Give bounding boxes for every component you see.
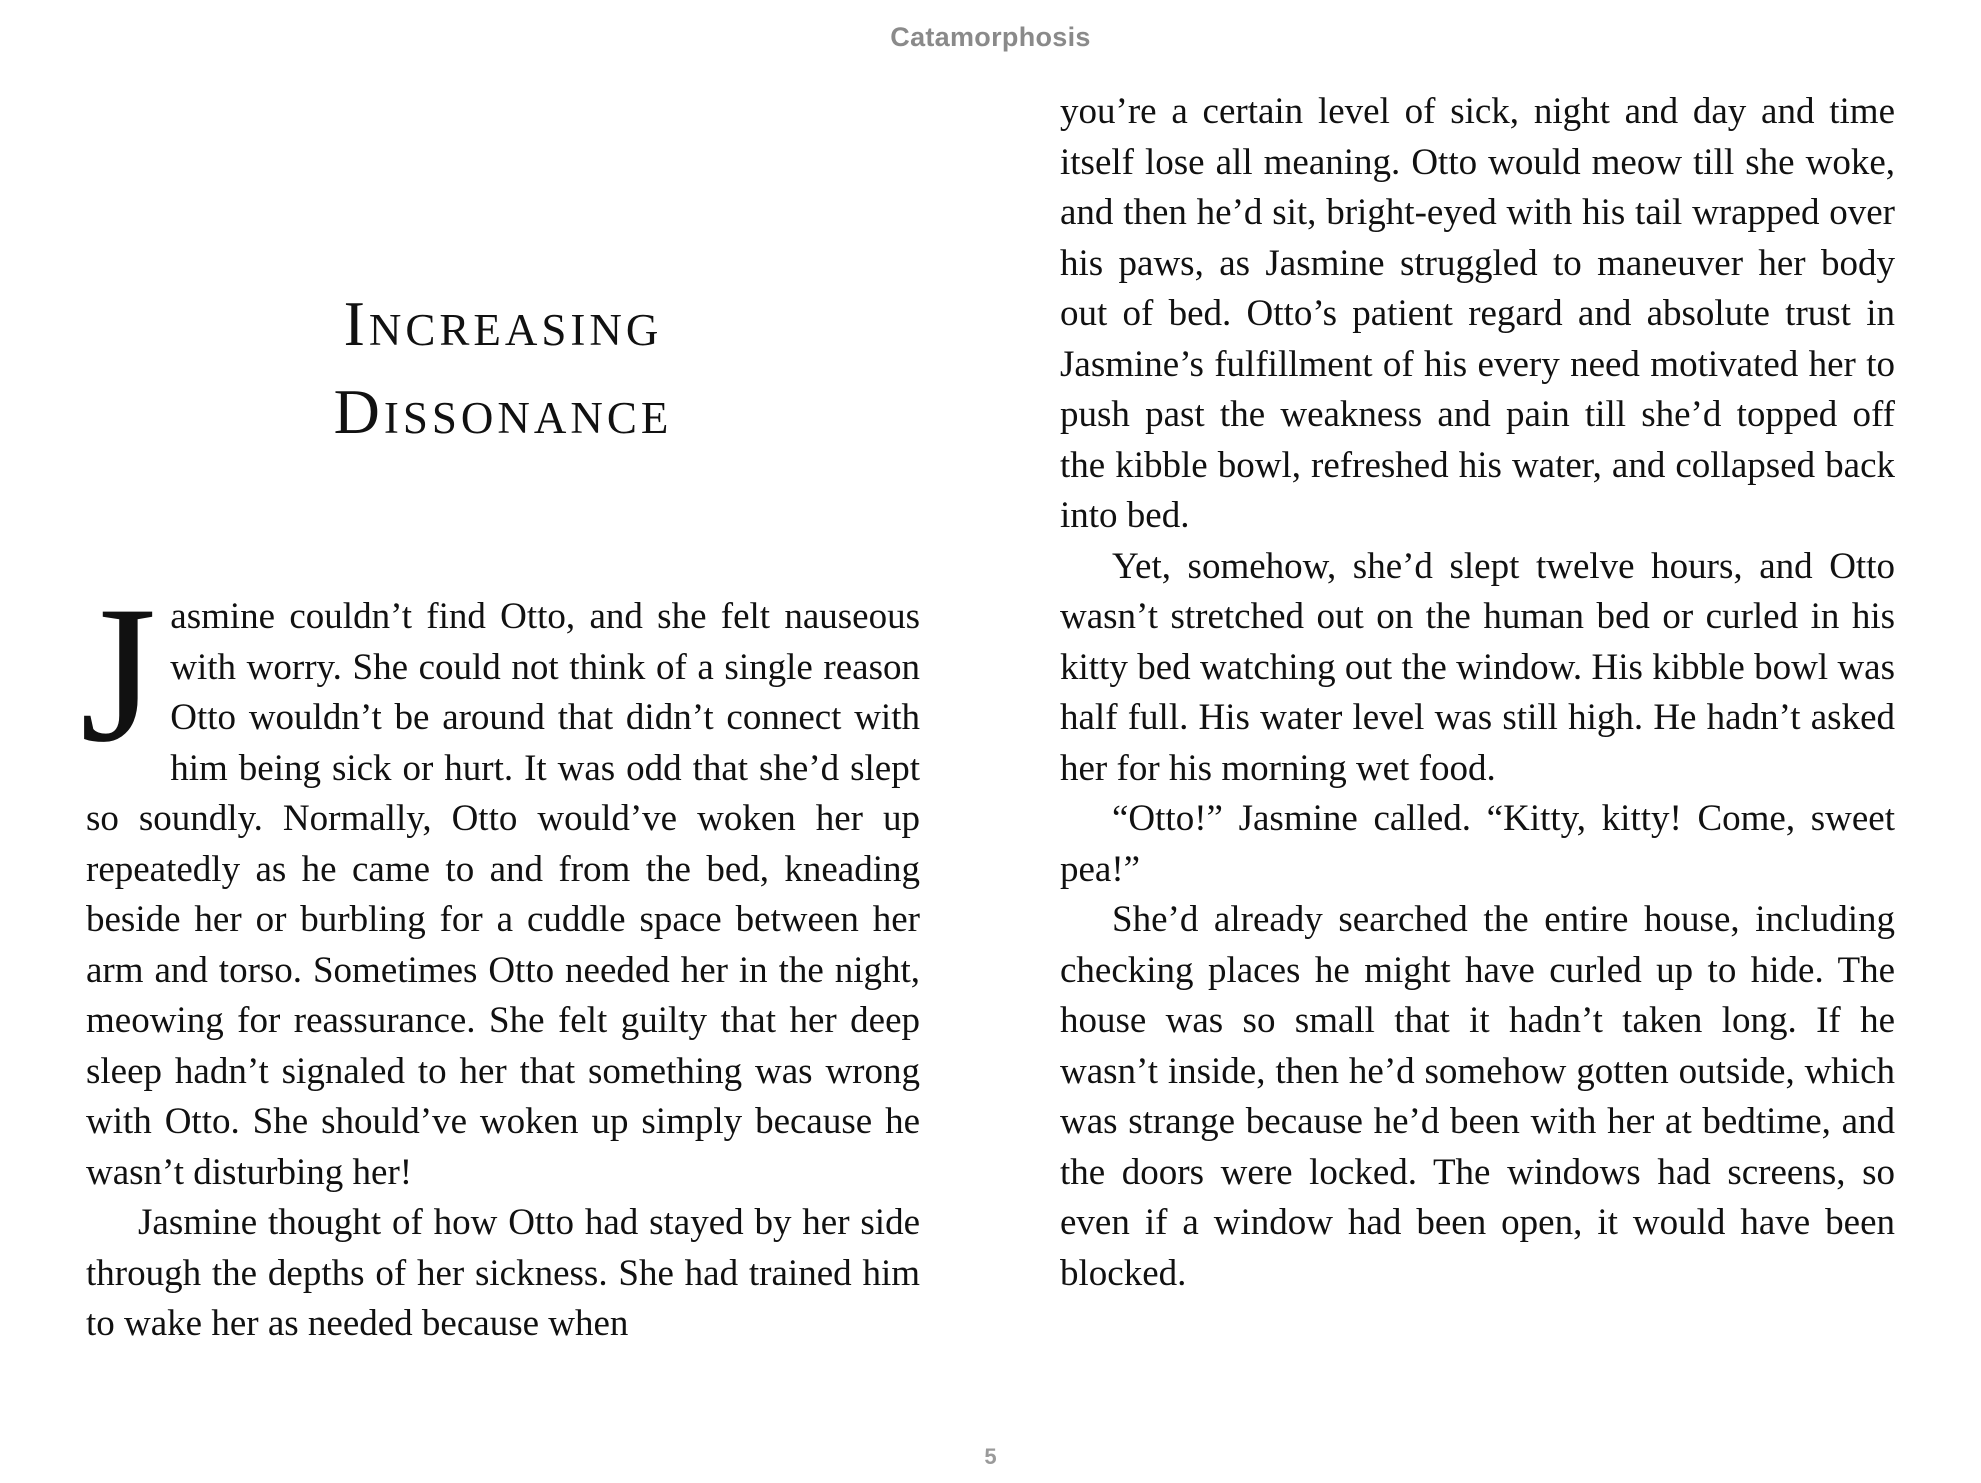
chapter-title — [86, 280, 920, 456]
left-page-text — [80, 566, 920, 1350]
book-title: Catamorphosis — [890, 22, 1091, 52]
right-paragraph-4: She’d already searched the entire house, including checking places he might have curled up to hide. The house was so small that it hadn’t taken long. If he wasn’t inside, then he’d somehow gotten outside, which was strange because he’d been with her at bedtime, and the doors were locked. The windows had screens, so even if a window had been open, it would have been blocked. — [1060, 899, 1895, 1294]
left-paragraph-2: Jasmine thought of how Otto had stayed by her side through the depths of her sickness. She had trained him to wake her as needed because when — [86, 1202, 920, 1344]
right-page-text — [1060, 87, 1895, 1299]
right-continuation-paragraph: you’re a certain level of sick, night and day and time itself lose all meaning. Otto would meow till she woke, and then he’d sit, bright-eyed with his tail wrapped over his paws, as Jasmine struggled to maneuver her body out of bed. Otto’s patient regard and absolute trust in Jasmine’s fulfillment of his every need motivated her to push past the weakness and pain till she’d topped off the kibble bowl, refreshed his water, and collapsed back into bed. — [1060, 91, 1895, 536]
page-number: 5 — [984, 1444, 997, 1469]
drop-cap: J — [80, 566, 157, 783]
chapter-title-line-1: Increasing — [343, 288, 663, 359]
right-paragraph-3: “Otto!” Jasmine called. “Kitty, kitty! Come, sweet pea!” — [1060, 798, 1895, 890]
chapter-title-line-2: Dissonance — [333, 376, 673, 447]
right-paragraph-2: Yet, somehow, she’d slept twelve hours, and Otto wasn’t stretched out on the human bed or curled in his kitty bed watching out the window. His kibble bowl was half full. His water level was still high. He hadn’t asked her for his morning wet food. — [1060, 545, 1895, 789]
opening-paragraph — [80, 566, 920, 1198]
opening-paragraph-text: asmine couldn’t find Otto, and she felt nauseous with worry. She could not think of a single reason Otto wouldn’t be around that didn’t connect with him being sick or hurt. It was odd that she’d slept so soundly. Normally, Otto would’ve woken her up repeatedly as he came to and from the bed, kneading beside her or burbling for a cuddle space between her arm and torso. Sometimes Otto needed her in the night, meowing for reassurance. She felt guilty that her deep sleep hadn’t signaled to her that something was wrong with Otto. She should’ve woken up simply because he wasn’t disturbing her! — [86, 596, 920, 1193]
